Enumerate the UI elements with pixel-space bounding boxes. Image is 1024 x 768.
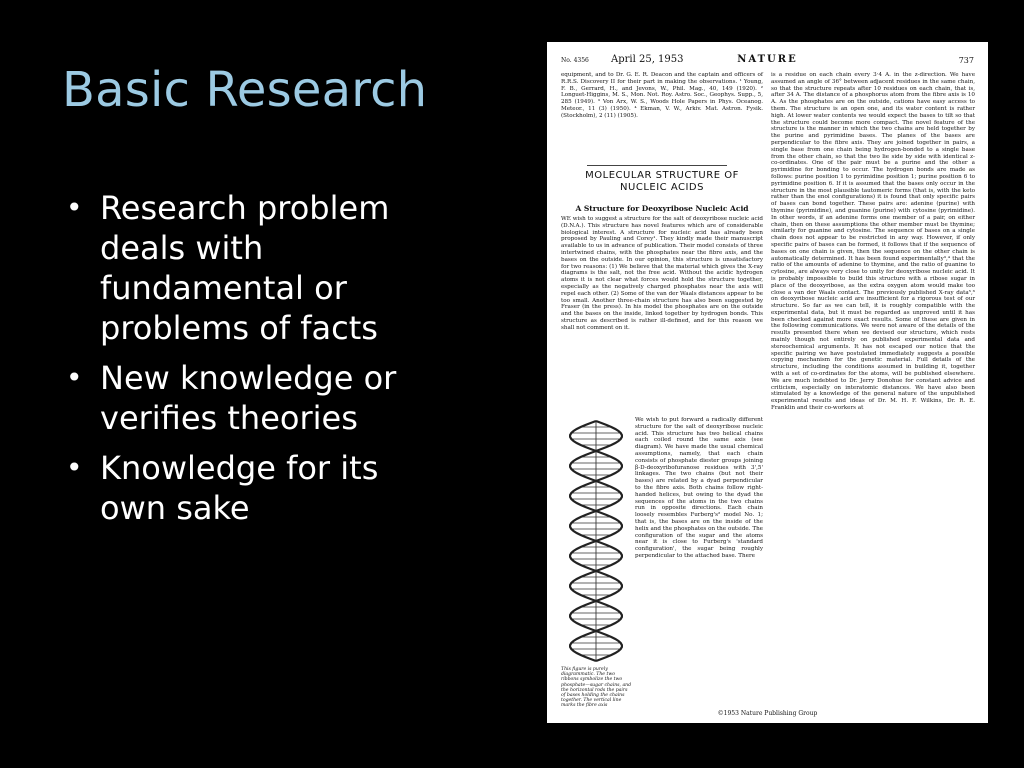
copyright-footer: ©1953 Nature Publishing Group <box>717 710 818 717</box>
body-text: is a residue on each chain every 3·4 A. in the z-direction. We have assumed an angle of 36° between adjacent residues in the same chain, so that the structure repeats after 10 residues on each chain, that is, after 34 A. The distance of a phosphorus atom from the fibre axis is 10 A. As the phosphates are on the outside, cations have easy access to them. The structure is an open one, and its water content is rather high. At lower water contents we would expect the bases to tilt so that the structure could become more compact. The novel feature of the structure is the manner in which the two chains are held together by the purine and pyrimidine bases. The planes of the bases are perpendicular to the fibre axis. They are joined together in pairs, a single base from one chain being hydrogen-bonded to a single base from the other chain, so that the two lie side by side with identical z-co-ordinates. One of the pair must be a purine and the other a pyrimidine for bonding to occur. The hydrogen bonds are made as follows: purine position 1 to pyrimidine position 1; purine position 6 to pyrimidine position 6. If it is assumed that the bases only occur in the structure in the most plausible tautomeric forms (that is, with the keto rather than the enol configurations) it is found that only specific pairs of bases can bond together. These pairs are: adenine (purine) with thymine (pyrimidine), and guanine (purine) with cytosine (pyrimidine). In other words, if an adenine forms one member of a pair, on either chain, then on these assumptions the other member must be thymine; similarly for guanine and cytosine. The sequence of bases on a single chain does not appear to be restricted in any way. However, if only specific pairs of bases can be formed, it follows that if the sequence of bases on one chain is given, then the sequence on the other chain is automatically determined. It has been found experimentally³,⁴ that the ratio of the amounts of adenine to thymine, and the ratio of guanine to cytosine, are always very close to unity for deoxyribose nucleic acid. It is probably impossible to build this structure with a ribose sugar in place of the deoxyribose, as the extra oxygen atom would make too close a van der Waals contact. The previously published X-ray data⁵,⁶ on deoxyribose nucleic acid are insufficient for a rigorous test of our structure. So far as we can tell, it is roughly compatible with the experimental data, but it must be regarded as unproved until it has been checked against more exact results. Some of these are given in the following communications. We were not aware of the details of the results presented there when we devised our structure, which rests mainly though not entirely on published experimental data and stereochemical arguments. It has not escaped our notice that the specific pairing we have postulated immediately suggests a possible copying mechanism for the genetic material. Full details of the structure, including the conditions assumed in building it, together with a set of co-ordinates for the atoms, will be published elsewhere. We are much indebted to Dr. Jerry Donohue for constant advice and criticism, especially on interatomic distances. We have also been stimulated by a knowledge of the general nature of the unpublished experimental results and ideas of Dr. M. H. F. Wilkins, Dr. R. E. Franklin and their co-workers at <box>771 72 975 412</box>
column-3-body <box>771 72 975 413</box>
double-helix-diagram <box>561 417 631 665</box>
figure-caption: This figure is purely diagrammatic. The two ribbons symbolize the two phosphate—sugar chains, and the horizontal rods the pairs of bases holding the chains together. The vertical line marks the fibre axis <box>561 667 632 709</box>
article-subhead: A Structure for Deoxyribose Nucleic Acid <box>575 204 749 213</box>
bullet-text: Knowledge for its own sake <box>100 449 379 527</box>
divider <box>587 165 727 166</box>
masthead: NATURE <box>737 54 798 65</box>
bullet-item <box>60 188 450 348</box>
bullet-text: Research problem deals with fundamental or problems of facts <box>100 189 390 347</box>
column-1-top <box>561 72 763 121</box>
bullet-item <box>60 358 450 438</box>
bullet-dot-icon: • <box>66 361 83 394</box>
page-header <box>561 54 974 68</box>
bullet-dot-icon: • <box>66 451 83 484</box>
body-text: WE wish to suggest a structure for the salt of deoxyribose nucleic acid (D.N.A.). This structure has novel features which are of considerable biological interest. A structure for nucleic acid has already been proposed by Pauling and Corey¹. They kindly made their manuscript available to us in advance of publication. Their model consists of three intertwined chains, with the phosphates near the fibre axis, and the bases on the outside. In our opinion, this structure is unsatisfactory for two reasons: (1) We believe that the material which gives the X-ray diagrams is the salt, not the free acid. Without the acidic hydrogen atoms it is not clear what forces would hold the structure together, especially as the negatively charged phosphates near the axis will repel each other. (2) Some of the van der Waals distances appear to be too small. Another three-chain structure has also been suggested by Fraser (in the press). In his model the phosphates are on the outside and the bases on the inside, linked together by hydrogen bonds. This structure as described is rather ill-defined, and for this reason we shall not comment on it. <box>561 216 763 331</box>
column-1-body <box>561 216 763 333</box>
page-number: 737 <box>958 56 974 65</box>
bullet-text: New knowledge or verifies theories <box>100 359 397 437</box>
nature-article-image <box>547 42 988 723</box>
column-2-body <box>635 417 763 561</box>
bullet-dot-icon: • <box>66 191 83 224</box>
article-headline: MOLECULAR STRUCTURE OF NUCLEIC ACIDS <box>585 170 739 193</box>
issue-number: No. 4356 <box>561 57 589 64</box>
issue-date: April 25, 1953 <box>611 54 684 65</box>
slide-title: Basic Research <box>62 62 428 118</box>
body-text: We wish to put forward a radically different structure for the salt of deoxyribose nucleic acid. This structure has two helical chains each coiled round the same axis (see diagram). We have made the usual chemical assumptions, namely, that each chain consists of phosphate diester groups joining β-D-deoxyribofuranose residues with 3',5' linkages. The two chains (but not their bases) are related by a dyad perpendicular to the fibre axis. Both chains follow right-handed helices, but owing to the dyad the sequences of the atoms in the two chains run in opposite directions. Each chain loosely resembles Furberg's² model No. 1; that is, the bases are on the inside of the helix and the phosphates on the outside. The configuration of the sugar and the atoms near it is close to Furberg's 'standard configuration', the sugar being roughly perpendicular to the attached base. There <box>635 417 763 559</box>
bullet-item <box>60 448 450 528</box>
bullet-list <box>60 188 450 538</box>
references-text: equipment, and to Dr. G. E. R. Deacon and the captain and officers of R.R.S. Discovery II for their part in making the observations. ¹ Young, F. B., Gerrard, H., and Jevons, W., Phil. Mag., 40, 149 (1920). ² Longuet-Higgins, M. S., Mon. Not. Roy. Astro. Soc., Geophys. Supp., 5, 285 (1949). ³ Von Arx, W. S., Woods Hole Papers in Phys. Oceanog. Meteor., 11 (3) (1950). ⁴ Ekman, V. W., Arkiv. Mat. Astron. Fysik. (Stockholm), 2 (11) (1905). <box>561 72 763 119</box>
